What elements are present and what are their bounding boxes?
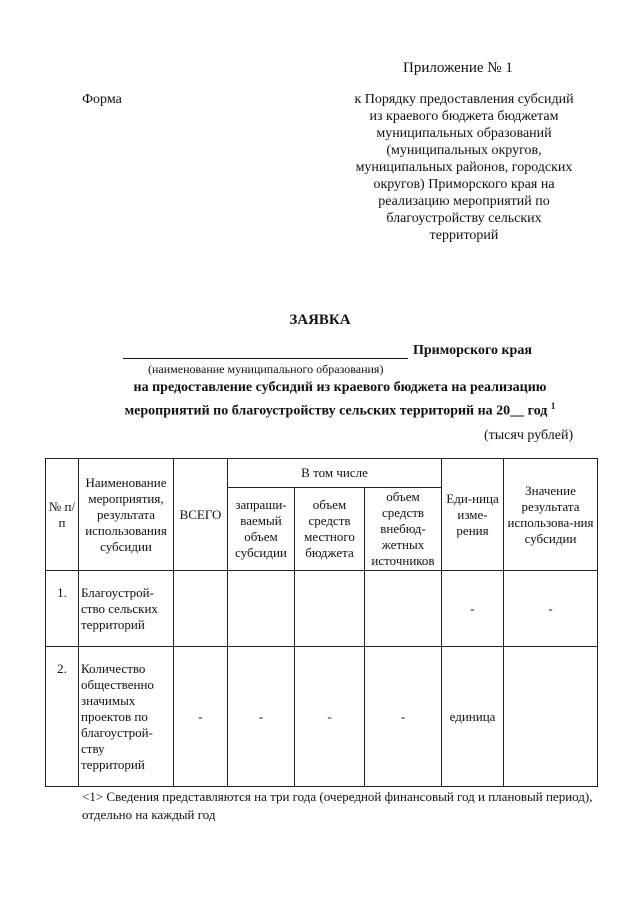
row-name: Количество общественно значимых проектов по благоустрой-ству территорий <box>79 647 174 787</box>
order-reference <box>338 91 590 244</box>
header-requested: запраши-ваемый объем субсидии <box>228 488 295 571</box>
order-line: реализацию мероприятий по <box>378 194 550 209</box>
row-unit: - <box>442 571 504 647</box>
municipality-blank-line <box>123 343 408 359</box>
purpose-line-text: мероприятий по благоустройству сельских территорий на 20__ год <box>124 403 548 419</box>
order-line: муниципальных образований <box>376 126 552 141</box>
row-local: - <box>295 647 365 787</box>
form-label: Форма <box>82 92 122 107</box>
order-line: (муниципальных округов, <box>386 143 542 158</box>
row-value: - <box>504 571 598 647</box>
document-title: ЗАЯВКА <box>289 312 351 328</box>
row-total <box>174 571 228 647</box>
header-num: № п/п <box>46 459 79 571</box>
order-line: к Порядку предоставления субсидий <box>354 92 574 107</box>
table-header-row <box>46 459 598 488</box>
request-table <box>45 458 598 787</box>
row-unit: единица <box>442 647 504 787</box>
header-local: объем средств местного бюджета <box>295 488 365 571</box>
header-unit: Еди-ница изме-рения <box>442 459 504 571</box>
header-value: Значение результата использова-ния субсидии <box>504 459 598 571</box>
region-label: Приморского края <box>413 343 532 358</box>
header-name: Наименование мероприятия, результата использования субсидии <box>79 459 174 571</box>
row-requested <box>228 571 295 647</box>
row-extra: - <box>365 647 442 787</box>
order-line: округов) Приморского края на <box>373 177 555 192</box>
header-extra: объем средств внебюд-жетных источников <box>365 488 442 571</box>
row-extra <box>365 571 442 647</box>
units-label: (тысяч рублей) <box>484 428 574 443</box>
order-line: территорий <box>429 228 499 243</box>
purpose-text <box>60 378 620 421</box>
footnote-marker: 1 <box>550 401 556 411</box>
order-line: благоустройству сельских <box>386 211 542 226</box>
row-local <box>295 571 365 647</box>
municipality-hint: (наименование муниципального образования) <box>148 362 384 376</box>
header-total: ВСЕГО <box>174 459 228 571</box>
row-name: Благоустрой-ство сельских территорий <box>79 571 174 647</box>
row-num: 1. <box>46 571 79 647</box>
row-num: 2. <box>46 647 79 787</box>
row-value <box>504 647 598 787</box>
purpose-line-2 <box>60 397 620 421</box>
table-row <box>46 647 598 787</box>
order-line: муниципальных районов, городских <box>355 160 573 175</box>
order-line: из краевого бюджета бюджетам <box>369 109 559 124</box>
table-row <box>46 571 598 647</box>
row-total: - <box>174 647 228 787</box>
row-requested: - <box>228 647 295 787</box>
footnote: <1> Сведения представляются на три года (очередной финансовый год и плановый период), отдельно на каждый год <box>82 789 593 822</box>
appendix-title: Приложение № 1 <box>403 60 513 76</box>
purpose-line: на предоставление субсидий из краевого бюджета на реализацию <box>133 380 547 395</box>
header-including: В том числе <box>228 459 442 488</box>
